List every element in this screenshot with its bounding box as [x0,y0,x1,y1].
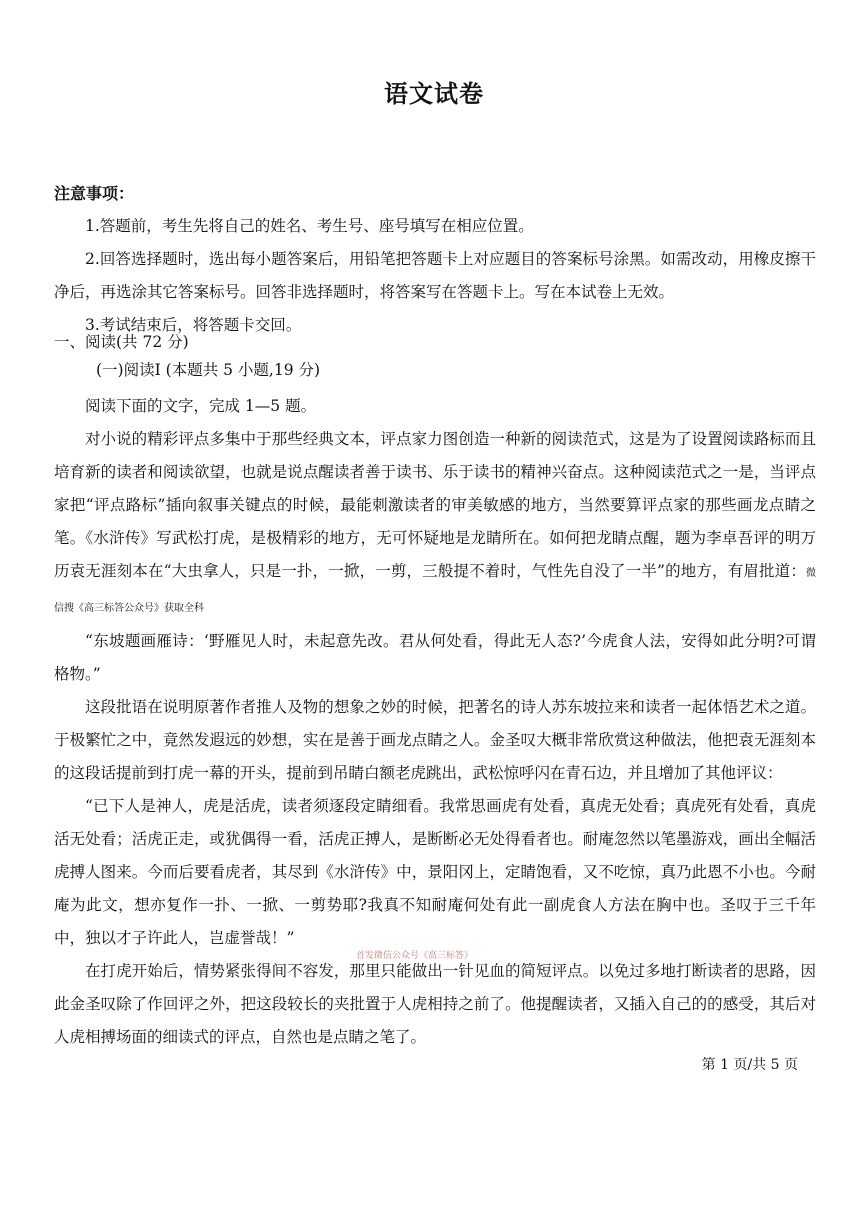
passage-quote-2: “已下人是神人，虎是活虎，读者须逐段定睛细看。我常思画虎有处看，真虎无处看；真虎死有处看，真虎活无处看；活虎正走，或犹偶得一看，活虎正搏人，是断断必无处得看者也。耐庵忽然以笔墨游戏，画出全幅活虎搏人图来。今而后要看虎者，其尽到《水浒传》中，景阳冈上，定睛饱看，又不吃惊，真乃此恩不小也。今耐庵为此文，想亦复作一扑、一掀、一剪势耶?我真不知耐庵何处有此一副虎食人方法在胸中也。圣叹于三千年中，独以才子许此人，岂虚誉哉！” [54,797,816,947]
passage-quote-1: “东坡题画雁诗：‘野雁见人时，未起意先改。君从何处看，得此无人态?’今虎食人法，安得如此分明?可谓格物。” [54,632,816,683]
section-subheading: (一)阅读Ⅰ (本题共 5 小题,19 分) [96,361,321,379]
notice-item-1: 1.答题前，考生先将自己的姓名、考生号、座号填写在相应位置。 [85,217,534,235]
notice-heading: 注意事项： [54,184,135,203]
instruction-text: 阅读下面的文字，完成 1—5 题。 [85,397,317,415]
notice-item-2: 2.回答选择题时，选出每小题答案后，用铅笔把答题卡上对应题目的答案标号涂黑。如需改动，用橡皮擦干净后，再选涂其它答案标号。回答非选择题时，将答案写在答题卡上。写在本试卷上无效。 [54,250,816,301]
passage-paragraph-1-text: 对小说的精彩评点多集中于那些经典文本，评点家力图创造一种新的阅读范式，这是为了设置阅读路标而且培育新的读者和阅读欲望，也就是说点醒读者善于读书、乐于读书的精神兴奋点。这种阅读范式之一是，当评点家把“评点路标”插向叙事关键点的时候，最能刺激读者的审美敏感的地方，当然要算评点家的那些画龙点睛之笔。《水浒传》写武松打虎，是极精彩的地方，无可怀疑地是龙睛所在。如何把龙睛点醒，题为李卓吾评的明万历袁无涯刻本在“大虫拿人，只是一扑，一掀，一剪，三般提不着时，气性先自没了一半”的地方，有眉批道： [54,430,816,580]
page-number: 第 1 页/共 5 页 [701,1057,798,1073]
passage-paragraph-1 [54,423,816,625]
notice-item-3: 3.考试结束后，将答题卡交回。 [85,316,302,334]
inline-promo-note: 微信搜《高三标答公众号》获取全科 [54,568,816,614]
watermark-text: 首发微信公众号《高三标答》 [356,951,474,961]
section-heading: 一、阅读(共 72 分) [54,333,189,351]
passage-paragraph-3: 在打虎开始后，情势紧张得间不容发，那里只能做出一针见血的简短评点。以免过多地打断读者的思路，因此金圣叹除了作回评之外，把这段较长的夹批置于人虎相持之前了。他提醒读者，又插入自己的的感受，其后对人虎相搏场面的细读式的评点，自然也是点睛之笔了。 [54,962,816,1046]
page-title: 语文试卷 [384,80,484,108]
passage-paragraph-2: 这段批语在说明原著作者推人及物的想象之妙的时候，把著名的诗人苏东坡拉来和读者一起体悟艺术之道。于极繁忙之中，竟然发遐远的妙想，实在是善于画龙点睛之人。金圣叹大概非常欣赏这种做法，他把袁无涯刻本的这段话提前到打虎一幕的开头，提前到吊睛白额老虎跳出，武松惊呼闪在青石边，并且增加了其他评议： [54,698,816,782]
notice-list [54,210,816,342]
